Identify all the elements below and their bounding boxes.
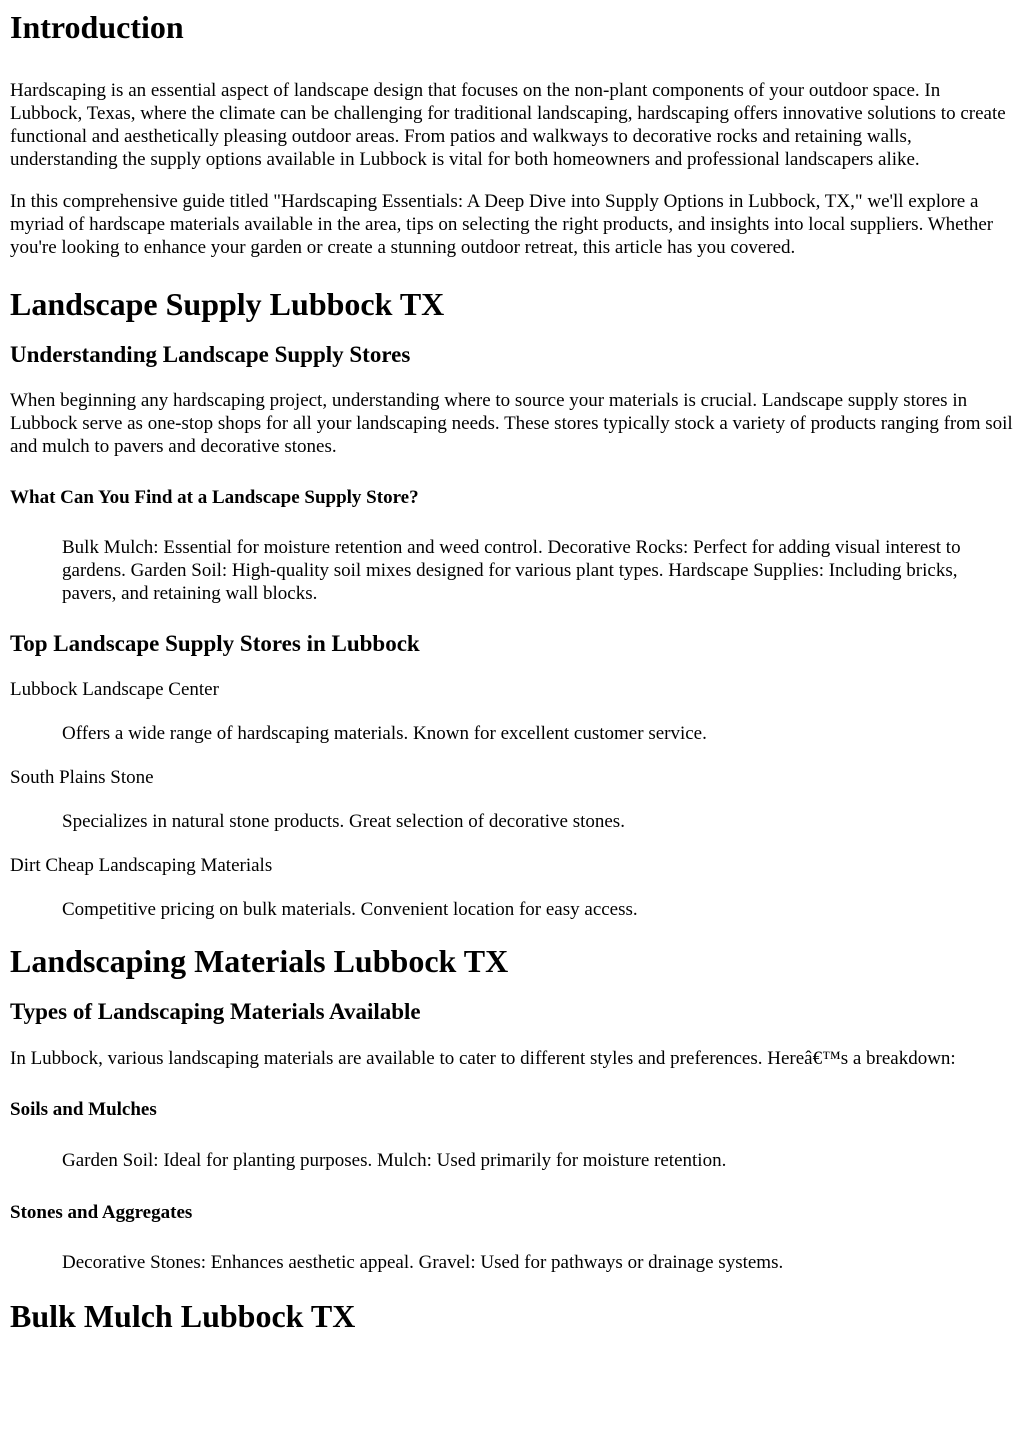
find-list: Bulk Mulch: Essential for moisture retention and weed control. Decorative Rocks: Perfect for adding visual interest to gardens. Garden Soil: High-quality soil mixes designed for various plant types. Hardscape Supplies: Including bricks, pavers, and retaining wall blocks. [62,537,961,604]
types-paragraph: In Lubbock, various landscaping materials are available to cater to different styles and preferences. Hereâ€™s a breakdown: [10,1048,956,1069]
understanding-paragraph: When beginning any hardscaping project, understanding where to source your materials is crucial. Landscape supply stores in Lubbock serve as one-stop shops for all your landscaping needs. These stores typically stock a variety of products ranging from soil and mulch to pavers and decorative stones. [10,390,1013,457]
supply-heading: Landscape Supply Lubbock TX [10,286,445,322]
materials-heading: Landscaping Materials Lubbock TX [10,943,509,979]
store-name-3: Dirt Cheap Landscaping Materials [10,855,273,876]
types-heading: Types of Landscaping Materials Available [10,999,421,1024]
store-desc-2: Specializes in natural stone products. Great selection of decorative stones. [62,811,625,832]
soils-heading: Soils and Mulches [10,1099,157,1120]
article [0,9,1024,1334]
soils-list: Garden Soil: Ideal for planting purposes. Mulch: Used primarily for moisture retention. [62,1150,727,1171]
store-desc-3: Competitive pricing on bulk materials. Convenient location for easy access. [62,899,638,920]
intro-heading: Introduction [10,9,184,45]
stones-heading: Stones and Aggregates [10,1202,193,1223]
top-stores-heading: Top Landscape Supply Stores in Lubbock [10,631,420,656]
store-name-1: Lubbock Landscape Center [10,679,219,700]
intro-paragraph-1: Hardscaping is an essential aspect of landscape design that focuses on the non-plant components of your outdoor space. In Lubbock, Texas, where the climate can be challenging for traditional landscaping, hardscaping offers innovative solutions to create functional and aesthetically pleasing outdoor areas. From patios and walkways to decorative rocks and retaining walls, understanding the supply options available in Lubbock is vital for both homeowners and professional landscapers alike. [10,80,1006,170]
store-name-2: South Plains Stone [10,767,154,788]
bulk-mulch-heading: Bulk Mulch Lubbock TX [10,1298,356,1334]
store-desc-1: Offers a wide range of hardscaping materials. Known for excellent customer service. [62,723,707,744]
find-heading: What Can You Find at a Landscape Supply Store? [10,487,419,508]
stones-list: Decorative Stones: Enhances aesthetic appeal. Gravel: Used for pathways or drainage systems. [62,1252,784,1273]
intro-paragraph-2: In this comprehensive guide titled "Hardscaping Essentials: A Deep Dive into Supply Options in Lubbock, TX," we'll explore a myriad of hardscape materials available in the area, tips on selecting the right products, and insights into local suppliers. Whether you're looking to enhance your garden or create a stunning outdoor retreat, this article has you covered. [10,191,994,258]
understanding-heading: Understanding Landscape Supply Stores [10,342,411,367]
